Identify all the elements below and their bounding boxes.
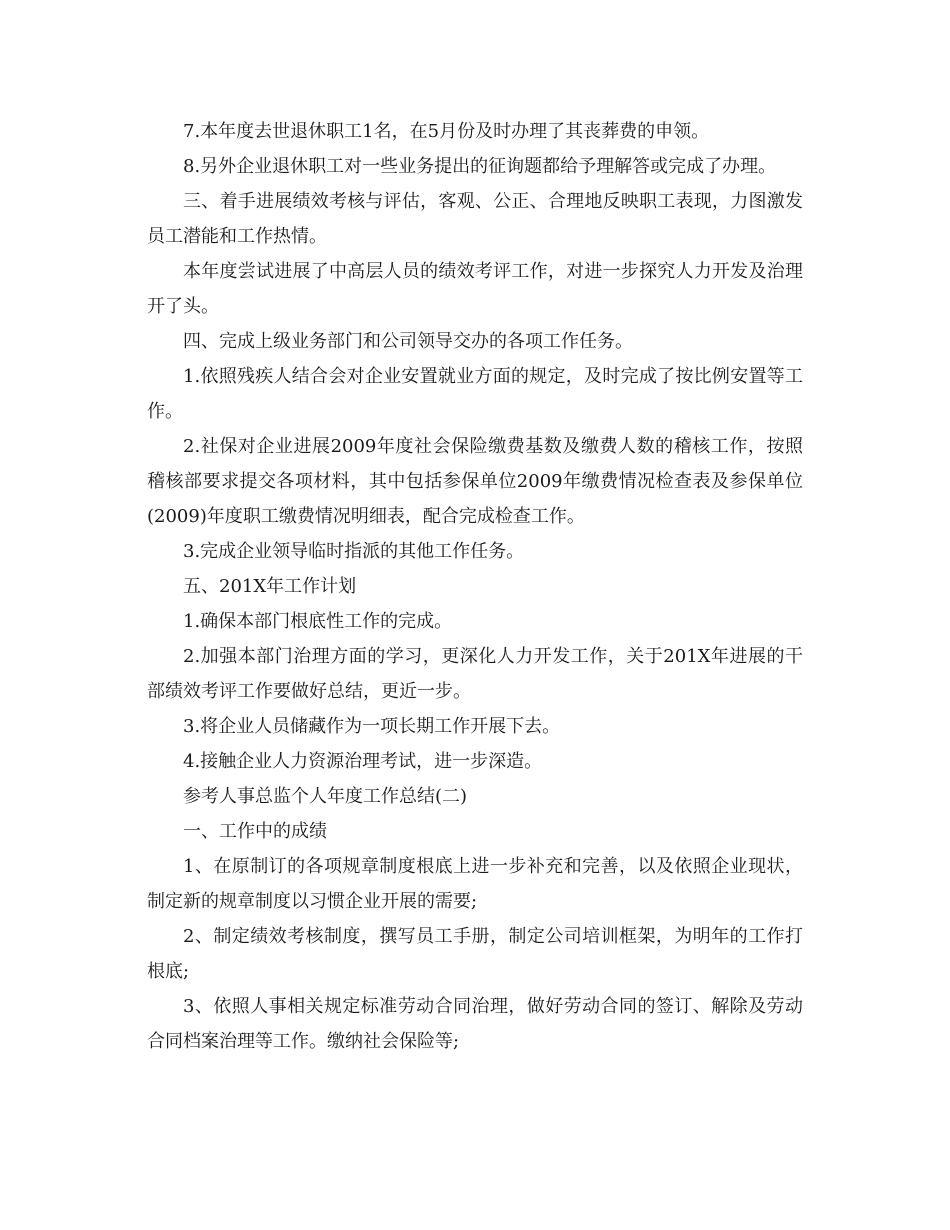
paragraph-leader-tasks: 3.完成企业领导临时指派的其他工作任务。 <box>183 541 525 562</box>
paragraph-retiree-inquiries: 8.另外企业退休职工对一些业务提出的征询题都给予理解答或完成了办理。 <box>183 156 777 177</box>
paragraph-achievement-appraisal: 2、制定绩效考核制度，撰写员工手册，制定公司培训框架，为明年的工作打根底; <box>147 926 803 982</box>
section-heading-assigned-tasks: 四、完成上级业务部门和公司领导交办的各项工作任务。 <box>183 331 633 352</box>
document-body <box>147 114 803 1059</box>
paragraph-plan-hr-exam: 4.接触企业人力资源治理考试，进一步深造。 <box>183 751 543 772</box>
section-heading-achievements: 一、工作中的成绩 <box>183 821 327 842</box>
paragraph-plan-personnel-reserve: 3.将企业人员储藏作为一项长期工作开展下去。 <box>183 716 561 737</box>
document-subtitle: 参考人事总监个人年度工作总结(二) <box>183 786 468 807</box>
paragraph-performance-trial: 本年度尝试进展了中高层人员的绩效考评工作，对进一步探究人力开发及治理开了头。 <box>147 261 803 317</box>
paragraph-disabled-employment: 1.依照残疾人结合会对企业安置就业方面的规定，及时完成了按比例安置等工作。 <box>147 366 803 422</box>
paragraph-plan-basic-work: 1.确保本部门根底性工作的完成。 <box>183 611 453 632</box>
paragraph-achievement-rules: 1、在原制订的各项规章制度根底上进一步补充和完善，以及依照企业现状，制定新的规章制度以习惯企业开展的需要; <box>147 856 803 912</box>
section-heading-performance: 三、着手进展绩效考核与评估，客观、公正、合理地反映职工表现，力图激发员工潜能和工作热情。 <box>147 191 803 247</box>
paragraph-achievement-contracts: 3、依照人事相关规定标准劳动合同治理，做好劳动合同的签订、解除及劳动合同档案治理等工作。缴纳社会保险等; <box>147 996 803 1052</box>
paragraph-social-security-audit: 2.社保对企业进展2009年度社会保险缴费基数及缴费人数的稽核工作，按照稽核部要求提交各项材料，其中包括参保单位2009年缴费情况检查表及参保单位(2009)年度职工缴费情况明细表，配合完成检查工作。 <box>147 436 803 527</box>
paragraph-retiree-funeral: 7.本年度去世退休职工1名，在5月份及时办理了其丧葬费的申领。 <box>183 121 710 142</box>
section-heading-work-plan: 五、201X年工作计划 <box>183 576 357 597</box>
paragraph-plan-management-study: 2.加强本部门治理方面的学习，更深化人力开发工作，关于201X年进展的干部绩效考评工作要做好总结，更近一步。 <box>147 646 803 702</box>
